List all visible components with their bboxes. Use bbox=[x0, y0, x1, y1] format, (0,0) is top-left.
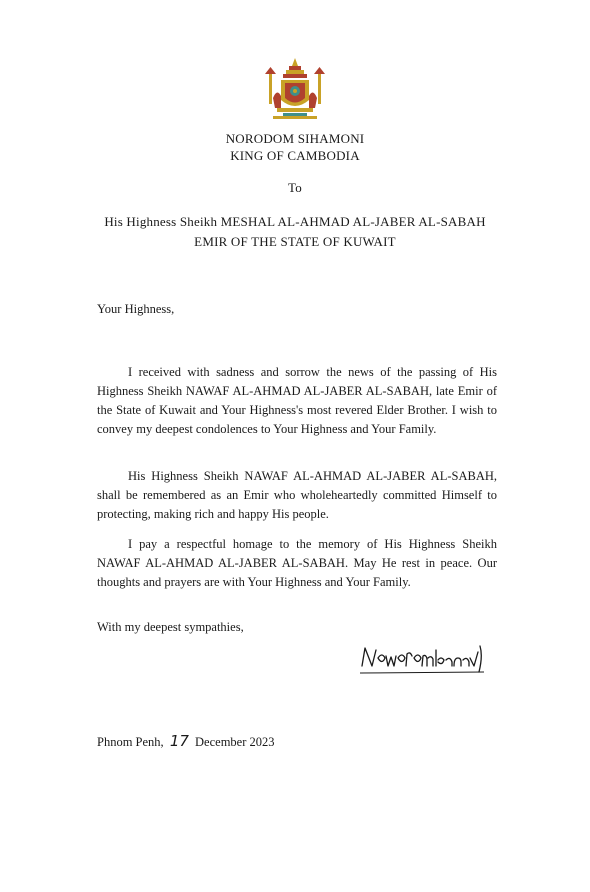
closing: With my deepest sympathies, bbox=[97, 620, 244, 634]
body-paragraph-1: I received with sadness and sorrow the news of the passing of His Highness Sheikh NAWAF AL-AHMAD AL-JABER AL-SABAH, late Emir of the State of Kuwait and Your Highness's most revered Elder Brother. I wish to convey my deepest condolences to Your Highness and Your Family. bbox=[97, 365, 497, 436]
place: Phnom Penh, bbox=[97, 735, 164, 749]
place-and-date bbox=[97, 732, 275, 752]
to-label: To bbox=[288, 180, 302, 195]
recipient-name: His Highness Sheikh MESHAL AL-AHMAD AL-JABER AL-SABAH bbox=[104, 214, 486, 229]
body-paragraph-2: His Highness Sheikh NAWAF AL-AHMAD AL-JABER AL-SABAH, shall be remembered as an Emir who wholeheartedly committed Himself to protecting, making rich and happy His people. bbox=[97, 469, 497, 521]
month-year: December 2023 bbox=[195, 735, 275, 749]
sender-title: KING OF CAMBODIA bbox=[230, 148, 360, 163]
sender-name: NORODOM SIHAMONI bbox=[225, 131, 365, 146]
royal-crest-icon bbox=[263, 58, 327, 120]
recipient-title: EMIR OF THE STATE OF KUWAIT bbox=[194, 234, 396, 249]
handwritten-day: 17 bbox=[169, 732, 189, 750]
salutation: Your Highness, bbox=[97, 302, 175, 316]
handwritten-signature bbox=[356, 636, 496, 678]
body-paragraph-3: I pay a respectful homage to the memory of His Highness Sheikh NAWAF AL-AHMAD AL-JABER AL-SABAH. May He rest in peace. Our thoughts and prayers are with Your Highness and Your Family. bbox=[97, 537, 497, 589]
